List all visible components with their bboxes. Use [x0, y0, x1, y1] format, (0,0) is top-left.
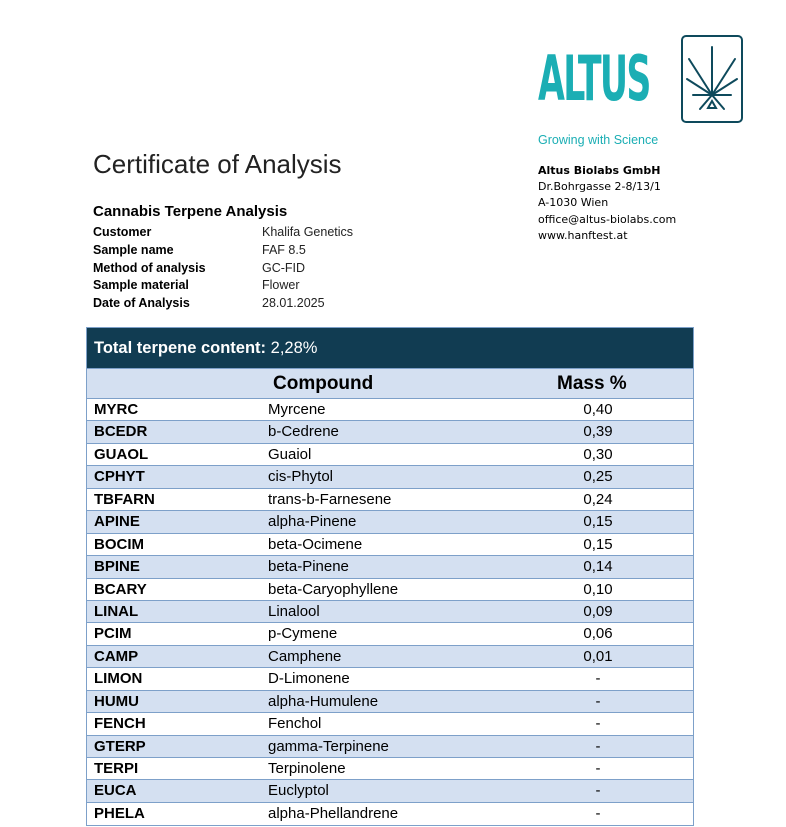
mass-percent: 0,01	[583, 647, 613, 665]
table-row	[87, 444, 693, 466]
compound-code: PHELA	[94, 804, 145, 822]
compound-name: p-Cymene	[268, 625, 338, 643]
table-row	[87, 601, 693, 623]
mass-percent: 0,14	[583, 558, 613, 576]
compound-name: Camphene	[268, 647, 342, 665]
compound-code: BOCIM	[94, 535, 144, 553]
table-row	[87, 758, 693, 780]
table-row	[87, 466, 693, 488]
compound-name: Terpinolene	[268, 760, 346, 777]
compound-name: beta-Caryophyllene	[268, 580, 399, 598]
compound-code: CAMP	[94, 647, 139, 665]
lab-address	[538, 163, 676, 244]
logo-wordmark: ALTUS	[538, 42, 650, 115]
lab-email: office@altus-biolabs.com	[538, 212, 677, 226]
column-header-mass: Mass %	[557, 373, 627, 394]
analysis-subtitle: Cannabis Terpene Analysis	[93, 203, 288, 220]
meta-value: GC-FID	[262, 260, 306, 275]
compound-name: gamma-Terpinene	[268, 737, 389, 755]
mass-percent: 0,15	[583, 513, 613, 531]
lab-name: Altus Biolabs GmbH	[538, 164, 661, 177]
table-row	[87, 534, 693, 556]
compound-code: HUMU	[94, 692, 139, 710]
compound-name: Linalool	[268, 602, 320, 620]
compound-name: Euclyptol	[268, 782, 329, 800]
table-row	[87, 623, 693, 645]
terpene-table	[86, 327, 694, 826]
compound-code: LIMON	[94, 670, 143, 688]
lab-city: A-1030 Wien	[538, 196, 609, 210]
mass-percent: 0,39	[583, 423, 613, 441]
mass-percent: -	[595, 670, 601, 688]
total-terpene-value: 2,28%	[270, 339, 318, 357]
table-row	[87, 489, 693, 511]
compound-name: cis-Phytol	[268, 468, 334, 486]
meta-label: Date of Analysis	[93, 296, 190, 311]
total-terpene-label: Total terpene content:	[94, 339, 267, 357]
compound-code: TERPI	[94, 760, 139, 777]
compound-code: GTERP	[94, 737, 146, 755]
cannabis-leaf-icon	[681, 35, 743, 123]
meta-value: Flower	[262, 278, 300, 293]
compound-code: BPINE	[94, 558, 140, 576]
mass-percent: 0,30	[583, 445, 613, 463]
column-header-compound: Compound	[273, 373, 374, 394]
mass-percent: 0,06	[583, 625, 613, 643]
compound-name: alpha-Humulene	[268, 692, 379, 710]
table-row	[87, 803, 693, 825]
table-row	[87, 646, 693, 668]
logo-tagline: Growing with Science	[538, 133, 659, 147]
table-column-headers	[87, 368, 693, 399]
mass-percent: -	[595, 692, 601, 710]
compound-code: LINAL	[94, 602, 139, 620]
mass-percent: -	[595, 804, 601, 822]
compound-code: FENCH	[94, 715, 146, 733]
mass-percent: 0,25	[583, 468, 613, 486]
compound-code: BCARY	[94, 580, 147, 598]
total-terpene-header	[87, 328, 693, 368]
table-row	[87, 421, 693, 443]
mass-percent: 0,10	[583, 580, 613, 598]
compound-name: b-Cedrene	[268, 423, 339, 441]
mass-percent: -	[595, 782, 601, 800]
compound-code: MYRC	[94, 401, 139, 418]
meta-label: Sample name	[93, 242, 174, 257]
compound-code: PCIM	[94, 625, 132, 643]
table-body	[87, 399, 693, 825]
mass-percent: 0,15	[583, 535, 613, 553]
mass-percent: -	[595, 737, 601, 755]
page-title: Certificate of Analysis	[93, 149, 342, 179]
table-row	[87, 668, 693, 690]
table-row	[87, 399, 693, 421]
table-row	[87, 579, 693, 601]
meta-value: 28.01.2025	[262, 296, 325, 311]
mass-percent: -	[595, 760, 601, 777]
table-row	[87, 713, 693, 735]
meta-label: Sample material	[93, 278, 189, 293]
compound-code: CPHYT	[94, 468, 145, 486]
mass-percent: -	[595, 715, 601, 733]
table-row	[87, 511, 693, 533]
table-row	[87, 780, 693, 802]
compound-code: EUCA	[94, 782, 137, 800]
compound-name: beta-Pinene	[268, 558, 349, 576]
compound-name: Guaiol	[268, 445, 312, 463]
table-row	[87, 736, 693, 758]
compound-name: D-Limonene	[268, 670, 350, 688]
meta-value: FAF 8.5	[262, 242, 306, 257]
table-row	[87, 691, 693, 713]
compound-code: GUAOL	[94, 445, 149, 463]
compound-code: BCEDR	[94, 423, 148, 441]
compound-name: Myrcene	[268, 401, 326, 418]
lab-street: Dr.Bohrgasse 2-8/13/1	[538, 180, 661, 194]
lab-website: www.hanftest.at	[538, 228, 628, 242]
compound-name: beta-Ocimene	[268, 535, 363, 553]
mass-percent: 0,09	[583, 602, 613, 620]
table-row	[87, 556, 693, 578]
compound-name: trans-b-Farnesene	[268, 490, 392, 508]
meta-label: Customer	[93, 225, 152, 239]
compound-code: APINE	[94, 513, 140, 531]
compound-code: TBFARN	[94, 490, 155, 508]
compound-name: alpha-Pinene	[268, 513, 357, 531]
meta-label: Method of analysis	[93, 260, 206, 275]
meta-value: Khalifa Genetics	[262, 225, 354, 239]
mass-percent: 0,24	[583, 490, 613, 508]
compound-name: Fenchol	[268, 715, 322, 733]
compound-name: alpha-Phellandrene	[268, 804, 399, 822]
mass-percent: 0,40	[583, 401, 613, 418]
